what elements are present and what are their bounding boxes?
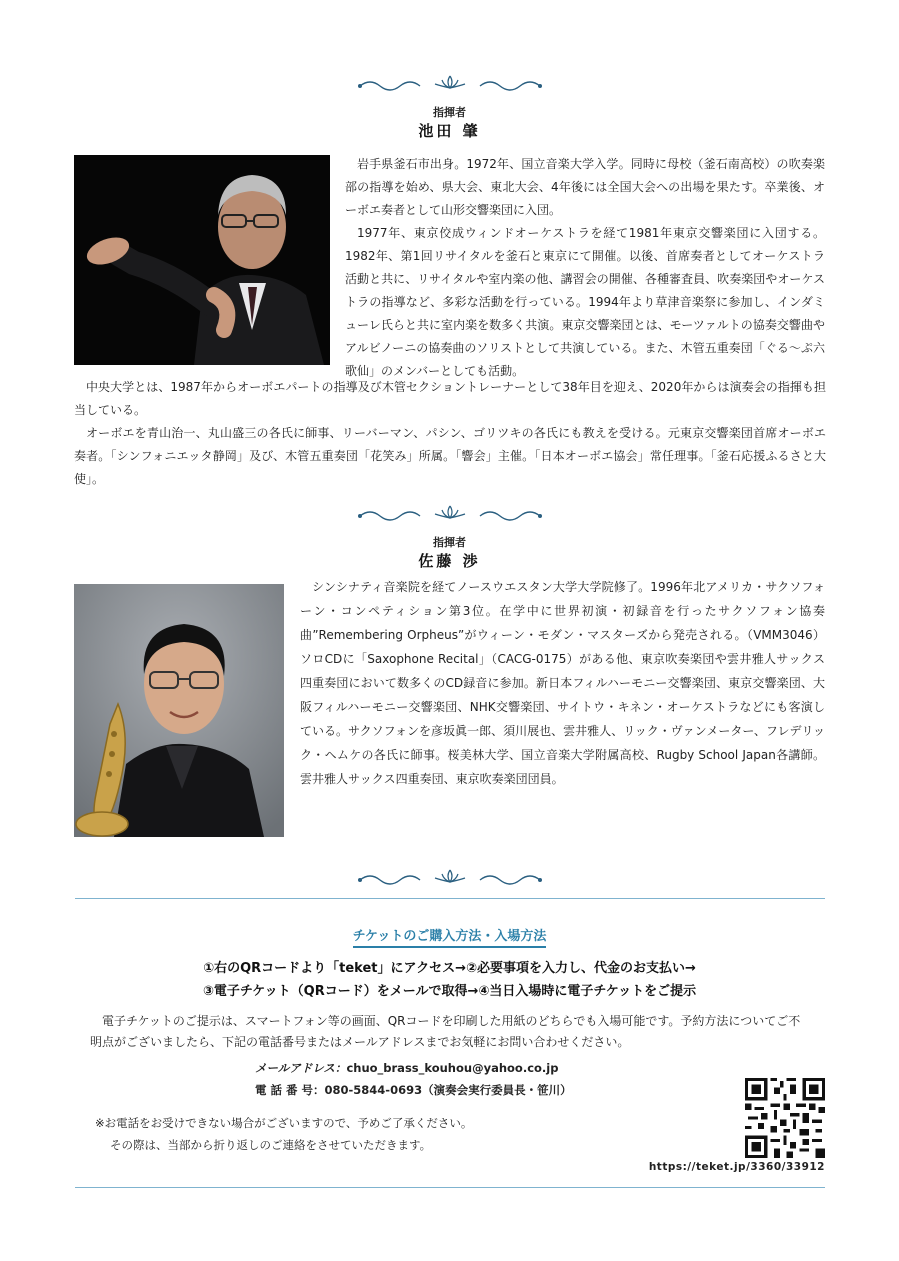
ornament-divider <box>0 866 899 888</box>
ticket-info-paragraph: 電子チケットのご提示は、スマートフォン等の画面、QRコードを印刷した用紙のどちらでも入場可能です。予約方法についてご不明点がございましたら、下記の電話番号またはメールアドレスまでお気軽にお問い合わせください。 <box>90 1014 801 1049</box>
email-address[interactable]: chuo_brass_kouhou@yahoo.co.jp <box>346 1061 559 1075</box>
bio-paragraph: オーボエを青山治一、丸山盛三の各氏に師事、リーバーマン、パシン、ゴリツキの各氏にも教えを受ける。元東京交響楽団首席オーボエ奏者。「シンフォニエッタ静岡」及び、木管五重奏団「花笑み」所属。「響会」主催。「日本オーボエ協会」常任理事。「釜石応援ふるさと大使」。 <box>74 426 826 486</box>
conductor2-bio <box>300 575 825 791</box>
conductor2-photo <box>74 584 284 837</box>
ticket-step-line: ③電子チケット（QRコード）をメールで取得→④当日入場時に電子チケットをご提示 <box>202 984 697 999</box>
phone-line <box>255 1080 572 1101</box>
section-rule <box>75 898 825 899</box>
note-line: ※お電話をお受けできない場合がございますので、予めご了承ください。 <box>95 1116 473 1130</box>
ornament-divider <box>0 72 899 94</box>
conductor1-role: 指揮者 <box>433 106 466 119</box>
phone-label: 電 話 番 号： <box>255 1083 325 1097</box>
ticket-step-line: ①右のQRコードより「teket」にアクセス→②必要事項を入力し、代金のお支払い→ <box>203 961 696 976</box>
ticket-steps <box>0 957 899 1003</box>
conductor1-bio-full <box>74 376 826 491</box>
ornament-divider <box>0 502 899 524</box>
bio-paragraph: 岩手県釜石市出身。1972年、国立音楽大学入学。同時に母校（釜石南高校）の吹奏楽部の指導を始め、県大会、東北大会、4年後には全国大会への出場を果たす。卒業後、オーボエ奏者として山形交響楽団に入団。 <box>345 157 825 217</box>
conductor2-role: 指揮者 <box>433 536 466 549</box>
flourish-icon <box>355 72 545 94</box>
ticket-url[interactable]: https://teket.jp/3360/33912 <box>648 1161 825 1173</box>
email-label: メールアドレス： <box>255 1061 347 1075</box>
bio-paragraph: 中央大学とは、1987年からオーボエパートの指導及び木管セクショントレーナーとして38年目を迎え、2020年からは演奏会の指揮も担当している。 <box>74 380 826 417</box>
qr-code-icon <box>745 1078 825 1158</box>
ticket-title-text: チケットのご購入方法・入場方法 <box>353 929 547 948</box>
conductor1-photo <box>74 155 330 365</box>
conductor1-name: 池田 肇 <box>418 122 481 140</box>
phone-number[interactable]: 080-5844-0693（演奏会実行委員長・笹川） <box>324 1083 572 1097</box>
bio-paragraph: 1977年、東京佼成ウィンドオーケストラを経て1981年東京交響楽団に入団する。1982年、第1回リサイタルを釜石と東京にて開催。以後、首席奏者としてオーケストラ活動と共に、リサイタルや室内楽の他、講習会の開催、各種審査員、吹奏楽団やオーケストラの指導など、多彩な活動を行っている。1994年より草津音楽祭に参加し、インダミューレ氏らと共に室内楽を数多く共演。東京交響楽団とは、モーツァルトの協奏交響曲やアルビノーニの協奏曲のソリストとして共演している。また、木管五重奏団「ぐる～ぷ六歌仙」のメンバーとしても活動。 <box>345 226 825 378</box>
note-line: その際は、当部から折り返しのご連絡をさせていただきます。 <box>110 1138 432 1152</box>
conductor2-name: 佐藤 渉 <box>418 552 481 570</box>
conductor1-bio-wrapped <box>345 153 825 383</box>
qr-code[interactable] <box>745 1078 825 1158</box>
email-line <box>255 1058 558 1079</box>
flourish-icon <box>355 866 545 888</box>
section-rule <box>75 1187 825 1188</box>
ticket-section-title <box>0 925 899 944</box>
bio-paragraph: シンシナティ音楽院を経てノースウエスタン大学大学院修了。1996年北アメリカ・サクソフォーン・コンペティション第3位。在学中に世界初演・初録音を行ったサクソフォン協奏曲”Remembering Orpheus”がウィーン・モダン・マスターズから発売される。（VMM3046）ソロCDに「Saxophone Recital」（CACG-0175）がある他、東京吹奏楽団や雲井雅人サックス四重奏団において数多くのCD録音に参加。新日本フィルハーモニー交響楽団、東京交響楽団、大阪フィルハーモニー交響楽団、NHK交響楽団、サイトウ・キネン・オーケストラなどにも客演している。サクソフォンを彦坂眞一郎、須川展也、雲井雅人、リック・ヴァンメーター、フレデリック・ヘムケの各氏に師事。桜美林大学、国立音楽大学附属高校、Rugby School Japan各講師。雲井雅人サックス四重奏団、東京吹奏楽団団員。 <box>300 580 825 786</box>
flourish-icon <box>355 502 545 524</box>
